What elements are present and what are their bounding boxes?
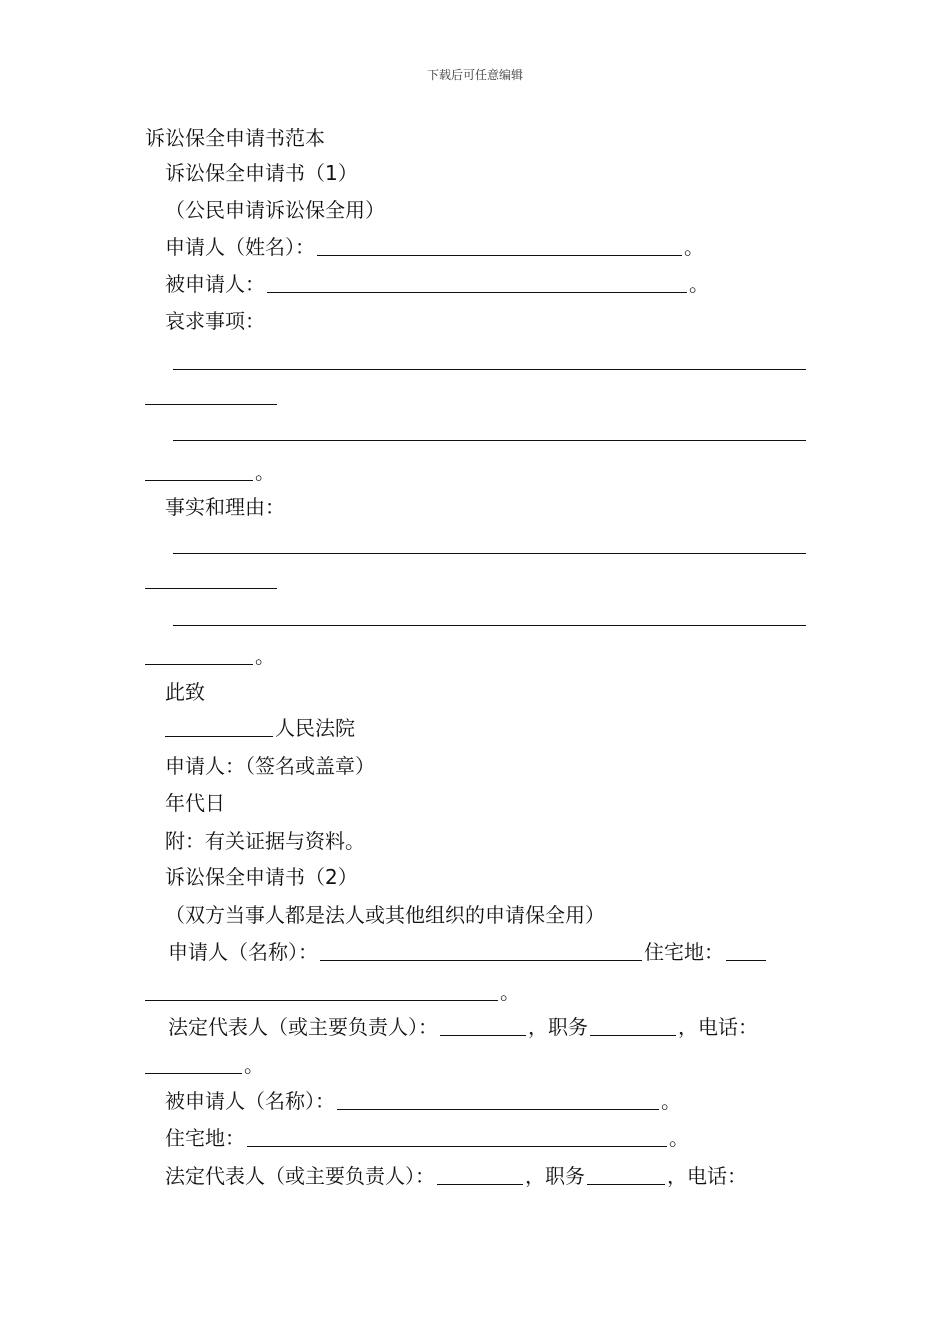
- resp-position-blank[interactable]: [587, 1164, 665, 1185]
- salutation: 此致: [165, 680, 205, 704]
- form2-resp-address-row: [165, 1125, 689, 1151]
- form2-heading: 诉讼保全申请书（2）: [165, 865, 358, 889]
- claims-blank-1[interactable]: [173, 369, 806, 370]
- date-line: 年代日: [165, 791, 225, 815]
- claims-label: 哀求事项：: [165, 309, 265, 333]
- respondent-name-label: 被申请人（名称）：: [165, 1089, 335, 1113]
- period: 。: [500, 980, 520, 1004]
- claims-blank-2b[interactable]: [145, 460, 253, 481]
- form2-resp-legal-rep-row: [165, 1163, 747, 1189]
- period: 。: [689, 272, 709, 296]
- signature-line: 申请人：（签名或盖章）: [165, 754, 375, 778]
- form2-legal-rep-row: [168, 1014, 758, 1040]
- court-row: [165, 715, 355, 741]
- court-blank[interactable]: [165, 716, 273, 737]
- resp-position-label: ，职务: [525, 1164, 585, 1188]
- form2-phone-end-row: [145, 1052, 264, 1078]
- page-header: 下载后可任意编辑: [426, 68, 523, 82]
- legal-rep-label: 法定代表人（或主要负责人）：: [168, 1015, 438, 1039]
- court-suffix: 人民法院: [275, 716, 355, 740]
- applicant-label: 申请人（姓名）：: [165, 235, 315, 259]
- claims-blank-1b[interactable]: [145, 404, 277, 405]
- address-blank-start[interactable]: [726, 940, 766, 961]
- applicant-name-label: 申请人（名称）：: [168, 940, 318, 964]
- period: 。: [661, 1089, 681, 1113]
- facts-label: 事实和理由：: [165, 495, 285, 519]
- address-blank[interactable]: [145, 980, 498, 1001]
- form1-heading: 诉讼保全申请书（1）: [165, 161, 358, 185]
- legal-rep-blank[interactable]: [440, 1015, 526, 1036]
- facts-blank-1[interactable]: [173, 553, 806, 554]
- form1-applicant-row: [165, 234, 704, 260]
- applicant-name-blank[interactable]: [320, 940, 642, 961]
- period: 。: [255, 460, 275, 484]
- applicant-name-blank[interactable]: [317, 235, 682, 256]
- facts-blank-2[interactable]: [173, 625, 806, 626]
- form1-respondent-row: [165, 271, 709, 297]
- attachment-line: 附：有关证据与资料。: [165, 829, 365, 853]
- claims-blank-2[interactable]: [173, 440, 806, 441]
- facts-end-row: [145, 643, 275, 669]
- position-blank[interactable]: [590, 1015, 676, 1036]
- resp-phone-label: ，电话：: [667, 1164, 747, 1188]
- resp-legal-rep-label: 法定代表人（或主要负责人）：: [165, 1164, 435, 1188]
- claims-end-row: [145, 459, 275, 485]
- position-label: ，职务: [528, 1015, 588, 1039]
- form2-subtitle: （双方当事人都是法人或其他组织的申请保全用）: [165, 903, 605, 927]
- facts-blank-2b[interactable]: [145, 644, 253, 665]
- address-label: 住宅地：: [644, 940, 724, 964]
- document-title: 诉讼保全申请书范本: [145, 126, 325, 150]
- resp-address-label: 住宅地：: [165, 1126, 245, 1150]
- respondent-label: 被申请人：: [165, 272, 265, 296]
- form1-subtitle: （公民申请诉讼保全用）: [165, 198, 385, 222]
- form2-respondent-row: [165, 1088, 681, 1114]
- period: 。: [255, 644, 275, 668]
- facts-blank-1b[interactable]: [145, 588, 277, 589]
- period: 。: [244, 1053, 264, 1077]
- resp-address-blank[interactable]: [247, 1126, 667, 1147]
- phone-blank[interactable]: [145, 1053, 242, 1074]
- respondent-blank[interactable]: [267, 272, 687, 293]
- form2-address-end-row: [145, 979, 520, 1005]
- period: 。: [669, 1126, 689, 1150]
- period: 。: [684, 235, 704, 259]
- respondent-name-blank[interactable]: [337, 1089, 659, 1110]
- resp-legal-rep-blank[interactable]: [437, 1164, 523, 1185]
- phone-label: ，电话：: [678, 1015, 758, 1039]
- form2-applicant-row: [168, 939, 768, 965]
